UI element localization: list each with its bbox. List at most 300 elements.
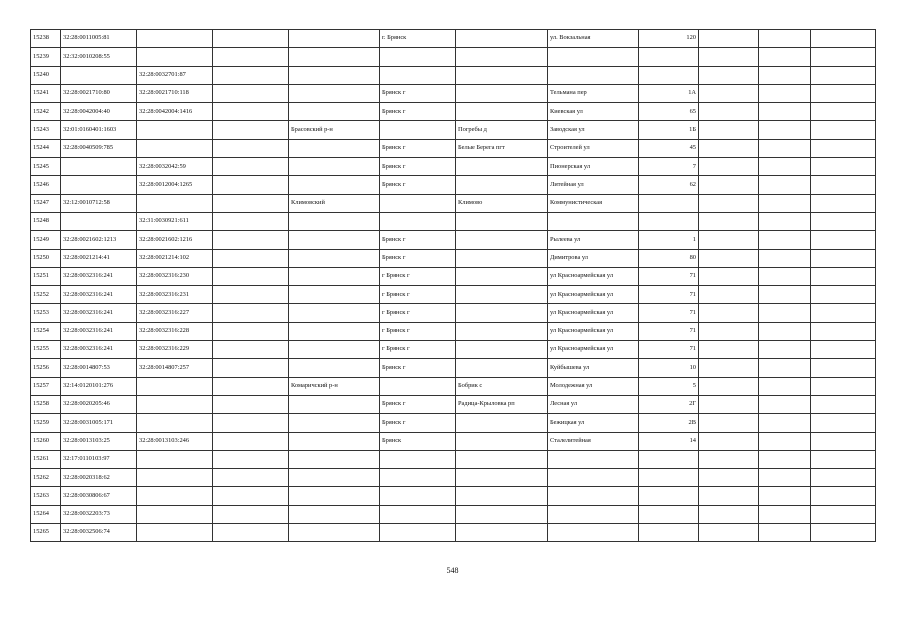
table-row	[31, 322, 876, 340]
building-cell	[699, 322, 759, 340]
district-cell	[289, 286, 380, 304]
cadastral-number-cell	[61, 212, 137, 230]
house-number-cell: 5	[639, 377, 699, 395]
cadastral-number-cell	[61, 158, 137, 176]
cadastral-number-cell: 32:28:0032316:241	[61, 304, 137, 322]
extra-cadastral-cell	[213, 267, 289, 285]
cadastral-number-cell: 32:28:0032506:74	[61, 524, 137, 542]
registry-body	[31, 30, 876, 542]
building-cadastral-number-cell	[137, 395, 213, 413]
settlement-cell	[456, 341, 548, 359]
building-cell	[699, 30, 759, 48]
unit-cell	[759, 158, 811, 176]
district-cell	[289, 359, 380, 377]
city-cell	[380, 48, 456, 66]
settlement-cell	[456, 286, 548, 304]
building-cell	[699, 341, 759, 359]
street-cell	[548, 212, 639, 230]
street-cell: Молодежная ул	[548, 377, 639, 395]
city-cell	[380, 469, 456, 487]
building-cell	[699, 121, 759, 139]
district-cell: Комаричский р-н	[289, 377, 380, 395]
district-cell	[289, 139, 380, 157]
street-cell: Димитрова ул	[548, 249, 639, 267]
note-cell	[811, 359, 876, 377]
house-number-cell: 71	[639, 304, 699, 322]
table-row	[31, 121, 876, 139]
note-cell	[811, 377, 876, 395]
record-number-cell: 15254	[31, 322, 61, 340]
unit-cell	[759, 414, 811, 432]
house-number-cell: 14	[639, 432, 699, 450]
extra-cadastral-cell	[213, 194, 289, 212]
table-row	[31, 139, 876, 157]
house-number-cell	[639, 487, 699, 505]
city-cell: Брянск г	[380, 359, 456, 377]
building-cell	[699, 194, 759, 212]
settlement-cell: Бобрик с	[456, 377, 548, 395]
extra-cadastral-cell	[213, 286, 289, 304]
district-cell	[289, 432, 380, 450]
cadastral-number-cell	[61, 176, 137, 194]
district-cell	[289, 212, 380, 230]
record-number-cell: 15257	[31, 377, 61, 395]
settlement-cell	[456, 249, 548, 267]
table-row	[31, 103, 876, 121]
table-row	[31, 286, 876, 304]
city-cell: г Брянск г	[380, 304, 456, 322]
cadastral-number-cell: 32:28:0040509:785	[61, 139, 137, 157]
unit-cell	[759, 487, 811, 505]
building-cell	[699, 395, 759, 413]
district-cell	[289, 341, 380, 359]
cadastral-number-cell: 32:32:0010208:55	[61, 48, 137, 66]
district-cell	[289, 487, 380, 505]
extra-cadastral-cell	[213, 158, 289, 176]
house-number-cell: 62	[639, 176, 699, 194]
settlement-cell	[456, 414, 548, 432]
house-number-cell: 1	[639, 231, 699, 249]
note-cell	[811, 487, 876, 505]
city-cell: г Брянск г	[380, 322, 456, 340]
house-number-cell: 71	[639, 322, 699, 340]
building-cell	[699, 176, 759, 194]
record-number-cell: 15244	[31, 139, 61, 157]
note-cell	[811, 176, 876, 194]
note-cell	[811, 469, 876, 487]
city-cell: Брянск г	[380, 84, 456, 102]
house-number-cell	[639, 48, 699, 66]
district-cell	[289, 84, 380, 102]
street-cell	[548, 469, 639, 487]
building-cell	[699, 377, 759, 395]
extra-cadastral-cell	[213, 30, 289, 48]
extra-cadastral-cell	[213, 450, 289, 468]
note-cell	[811, 414, 876, 432]
note-cell	[811, 30, 876, 48]
settlement-cell	[456, 103, 548, 121]
city-cell: Брянск г	[380, 231, 456, 249]
city-cell: Брянск г	[380, 249, 456, 267]
building-cadastral-number-cell: 32:28:0013103:246	[137, 432, 213, 450]
house-number-cell: 71	[639, 267, 699, 285]
district-cell	[289, 322, 380, 340]
district-cell: Климовский	[289, 194, 380, 212]
extra-cadastral-cell	[213, 432, 289, 450]
record-number-cell: 15253	[31, 304, 61, 322]
table-row	[31, 359, 876, 377]
street-cell: Сталелитейная	[548, 432, 639, 450]
building-cell	[699, 84, 759, 102]
record-number-cell: 15250	[31, 249, 61, 267]
district-cell	[289, 450, 380, 468]
building-cadastral-number-cell: 32:28:0032316:231	[137, 286, 213, 304]
cadastral-number-cell: 32:28:0021602:1213	[61, 231, 137, 249]
extra-cadastral-cell	[213, 103, 289, 121]
record-number-cell: 15258	[31, 395, 61, 413]
record-number-cell: 15252	[31, 286, 61, 304]
table-row	[31, 249, 876, 267]
unit-cell	[759, 341, 811, 359]
cadastral-number-cell: 32:28:0032316:241	[61, 322, 137, 340]
extra-cadastral-cell	[213, 341, 289, 359]
building-cell	[699, 487, 759, 505]
record-number-cell: 15246	[31, 176, 61, 194]
settlement-cell	[456, 524, 548, 542]
table-row	[31, 176, 876, 194]
note-cell	[811, 505, 876, 523]
cadastral-number-cell: 32:12:0010712:58	[61, 194, 137, 212]
extra-cadastral-cell	[213, 377, 289, 395]
street-cell: Строителей ул	[548, 139, 639, 157]
extra-cadastral-cell	[213, 84, 289, 102]
unit-cell	[759, 469, 811, 487]
note-cell	[811, 212, 876, 230]
building-cell	[699, 414, 759, 432]
city-cell	[380, 524, 456, 542]
city-cell	[380, 450, 456, 468]
record-number-cell: 15242	[31, 103, 61, 121]
note-cell	[811, 84, 876, 102]
unit-cell	[759, 66, 811, 84]
extra-cadastral-cell	[213, 66, 289, 84]
table-row	[31, 84, 876, 102]
building-cadastral-number-cell: 32:28:0014807:257	[137, 359, 213, 377]
house-number-cell: 120	[639, 30, 699, 48]
cadastral-number-cell	[61, 66, 137, 84]
district-cell	[289, 304, 380, 322]
house-number-cell	[639, 194, 699, 212]
settlement-cell	[456, 469, 548, 487]
district-cell	[289, 66, 380, 84]
settlement-cell	[456, 505, 548, 523]
extra-cadastral-cell	[213, 176, 289, 194]
building-cadastral-number-cell	[137, 30, 213, 48]
street-cell: Лесная ул	[548, 395, 639, 413]
building-cadastral-number-cell	[137, 450, 213, 468]
cadastral-number-cell: 32:14:0120101:276	[61, 377, 137, 395]
extra-cadastral-cell	[213, 414, 289, 432]
street-cell: Киевская ул	[548, 103, 639, 121]
cadastral-number-cell: 32:28:0011005:81	[61, 30, 137, 48]
unit-cell	[759, 176, 811, 194]
unit-cell	[759, 194, 811, 212]
note-cell	[811, 395, 876, 413]
record-number-cell: 15247	[31, 194, 61, 212]
house-number-cell	[639, 66, 699, 84]
cadastral-number-cell: 32:28:0020318:62	[61, 469, 137, 487]
city-cell	[380, 194, 456, 212]
city-cell: Брянск г	[380, 139, 456, 157]
note-cell	[811, 267, 876, 285]
table-row	[31, 341, 876, 359]
building-cadastral-number-cell	[137, 139, 213, 157]
unit-cell	[759, 395, 811, 413]
street-cell: ул Красноармейская ул	[548, 267, 639, 285]
building-cadastral-number-cell	[137, 524, 213, 542]
record-number-cell: 15255	[31, 341, 61, 359]
unit-cell	[759, 48, 811, 66]
note-cell	[811, 341, 876, 359]
record-number-cell: 15245	[31, 158, 61, 176]
settlement-cell	[456, 30, 548, 48]
district-cell	[289, 505, 380, 523]
building-cell	[699, 450, 759, 468]
record-number-cell: 15249	[31, 231, 61, 249]
house-number-cell	[639, 450, 699, 468]
cadastral-number-cell: 32:28:0013103:25	[61, 432, 137, 450]
unit-cell	[759, 249, 811, 267]
house-number-cell	[639, 469, 699, 487]
extra-cadastral-cell	[213, 395, 289, 413]
table-row	[31, 487, 876, 505]
extra-cadastral-cell	[213, 121, 289, 139]
street-cell: ул. Вокзальная	[548, 30, 639, 48]
table-row	[31, 48, 876, 66]
settlement-cell	[456, 304, 548, 322]
house-number-cell: 1А	[639, 84, 699, 102]
street-cell: Рылеева ул	[548, 231, 639, 249]
note-cell	[811, 48, 876, 66]
city-cell: Брянск г	[380, 158, 456, 176]
street-cell: Куйбышева ул	[548, 359, 639, 377]
building-cadastral-number-cell: 32:28:0021710:118	[137, 84, 213, 102]
extra-cadastral-cell	[213, 48, 289, 66]
street-cell	[548, 524, 639, 542]
note-cell	[811, 194, 876, 212]
table-row	[31, 414, 876, 432]
note-cell	[811, 432, 876, 450]
table-row	[31, 267, 876, 285]
extra-cadastral-cell	[213, 322, 289, 340]
record-number-cell: 15263	[31, 487, 61, 505]
street-cell: Пионерская ул	[548, 158, 639, 176]
unit-cell	[759, 267, 811, 285]
note-cell	[811, 322, 876, 340]
street-cell	[548, 487, 639, 505]
note-cell	[811, 66, 876, 84]
city-cell: г Брянск г	[380, 341, 456, 359]
record-number-cell: 15259	[31, 414, 61, 432]
building-cadastral-number-cell: 32:28:0032316:230	[137, 267, 213, 285]
house-number-cell: 10	[639, 359, 699, 377]
building-cell	[699, 505, 759, 523]
record-number-cell: 15256	[31, 359, 61, 377]
settlement-cell	[456, 487, 548, 505]
record-number-cell: 15240	[31, 66, 61, 84]
note-cell	[811, 249, 876, 267]
building-cell	[699, 66, 759, 84]
record-number-cell: 15265	[31, 524, 61, 542]
record-number-cell: 15239	[31, 48, 61, 66]
building-cadastral-number-cell	[137, 487, 213, 505]
district-cell	[289, 414, 380, 432]
house-number-cell: 71	[639, 286, 699, 304]
building-cadastral-number-cell: 32:28:0032316:227	[137, 304, 213, 322]
cadastral-number-cell: 32:17:0110103:97	[61, 450, 137, 468]
note-cell	[811, 304, 876, 322]
settlement-cell	[456, 231, 548, 249]
unit-cell	[759, 30, 811, 48]
building-cadastral-number-cell: 32:28:0012004:1265	[137, 176, 213, 194]
street-cell	[548, 505, 639, 523]
note-cell	[811, 158, 876, 176]
settlement-cell: Радица-Крыловка рп	[456, 395, 548, 413]
record-number-cell: 15262	[31, 469, 61, 487]
city-cell: г Брянск г	[380, 286, 456, 304]
building-cadastral-number-cell: 32:28:0032701:87	[137, 66, 213, 84]
cadastral-number-cell: 32:28:0031005:171	[61, 414, 137, 432]
unit-cell	[759, 524, 811, 542]
building-cell	[699, 158, 759, 176]
note-cell	[811, 524, 876, 542]
settlement-cell	[456, 359, 548, 377]
district-cell	[289, 249, 380, 267]
cadastral-number-cell: 32:28:0030806:67	[61, 487, 137, 505]
settlement-cell	[456, 322, 548, 340]
table-row	[31, 524, 876, 542]
table-row	[31, 194, 876, 212]
street-cell: Бежицкая ул	[548, 414, 639, 432]
unit-cell	[759, 304, 811, 322]
house-number-cell: 71	[639, 341, 699, 359]
table-row	[31, 212, 876, 230]
unit-cell	[759, 212, 811, 230]
unit-cell	[759, 322, 811, 340]
building-cadastral-number-cell: 32:28:0042004:1416	[137, 103, 213, 121]
extra-cadastral-cell	[213, 359, 289, 377]
building-cadastral-number-cell: 32:28:0032042:59	[137, 158, 213, 176]
street-cell: Заводская ул	[548, 121, 639, 139]
city-cell	[380, 377, 456, 395]
street-cell: Тельмана пер	[548, 84, 639, 102]
district-cell	[289, 176, 380, 194]
unit-cell	[759, 377, 811, 395]
note-cell	[811, 231, 876, 249]
unit-cell	[759, 286, 811, 304]
city-cell	[380, 121, 456, 139]
house-number-cell: 2В	[639, 414, 699, 432]
house-number-cell: 65	[639, 103, 699, 121]
city-cell: Брянск	[380, 432, 456, 450]
building-cell	[699, 48, 759, 66]
cadastral-number-cell: 32:28:0020205:46	[61, 395, 137, 413]
street-cell: Коммунистическая	[548, 194, 639, 212]
building-cadastral-number-cell: 32:28:0021602:1216	[137, 231, 213, 249]
building-cadastral-number-cell: 32:28:0021214:102	[137, 249, 213, 267]
district-cell	[289, 158, 380, 176]
extra-cadastral-cell	[213, 139, 289, 157]
building-cell	[699, 139, 759, 157]
extra-cadastral-cell	[213, 524, 289, 542]
house-number-cell	[639, 505, 699, 523]
street-cell	[548, 66, 639, 84]
note-cell	[811, 450, 876, 468]
page-number: 548	[446, 566, 459, 575]
city-cell	[380, 505, 456, 523]
table-row	[31, 304, 876, 322]
building-cell	[699, 286, 759, 304]
unit-cell	[759, 103, 811, 121]
building-cell	[699, 267, 759, 285]
building-cadastral-number-cell	[137, 505, 213, 523]
settlement-cell	[456, 66, 548, 84]
building-cell	[699, 359, 759, 377]
city-cell	[380, 487, 456, 505]
extra-cadastral-cell	[213, 231, 289, 249]
unit-cell	[759, 121, 811, 139]
settlement-cell: Белые Берега пгт	[456, 139, 548, 157]
settlement-cell	[456, 432, 548, 450]
cadastral-number-cell: 32:28:0032203:73	[61, 505, 137, 523]
building-cell	[699, 231, 759, 249]
cadastral-number-cell: 32:28:0032316:241	[61, 267, 137, 285]
building-cadastral-number-cell: 32:28:0032316:229	[137, 341, 213, 359]
street-cell: ул Красноармейская ул	[548, 341, 639, 359]
city-cell: Брянск г	[380, 103, 456, 121]
district-cell	[289, 48, 380, 66]
table-row	[31, 469, 876, 487]
extra-cadastral-cell	[213, 212, 289, 230]
building-cell	[699, 249, 759, 267]
building-cadastral-number-cell	[137, 469, 213, 487]
cadastral-number-cell: 32:28:0032316:241	[61, 341, 137, 359]
city-cell	[380, 212, 456, 230]
unit-cell	[759, 359, 811, 377]
table-row	[31, 30, 876, 48]
settlement-cell	[456, 84, 548, 102]
table-row	[31, 450, 876, 468]
street-cell: ул Красноармейская ул	[548, 286, 639, 304]
city-cell: Брянск г	[380, 395, 456, 413]
extra-cadastral-cell	[213, 505, 289, 523]
table-row	[31, 158, 876, 176]
unit-cell	[759, 139, 811, 157]
house-number-cell: 45	[639, 139, 699, 157]
cadastral-number-cell: 32:01:0160401:1603	[61, 121, 137, 139]
extra-cadastral-cell	[213, 249, 289, 267]
settlement-cell	[456, 450, 548, 468]
unit-cell	[759, 432, 811, 450]
unit-cell	[759, 231, 811, 249]
note-cell	[811, 286, 876, 304]
registry-table	[30, 29, 876, 542]
building-cell	[699, 212, 759, 230]
record-number-cell: 15261	[31, 450, 61, 468]
note-cell	[811, 103, 876, 121]
house-number-cell: 1Б	[639, 121, 699, 139]
building-cell	[699, 432, 759, 450]
